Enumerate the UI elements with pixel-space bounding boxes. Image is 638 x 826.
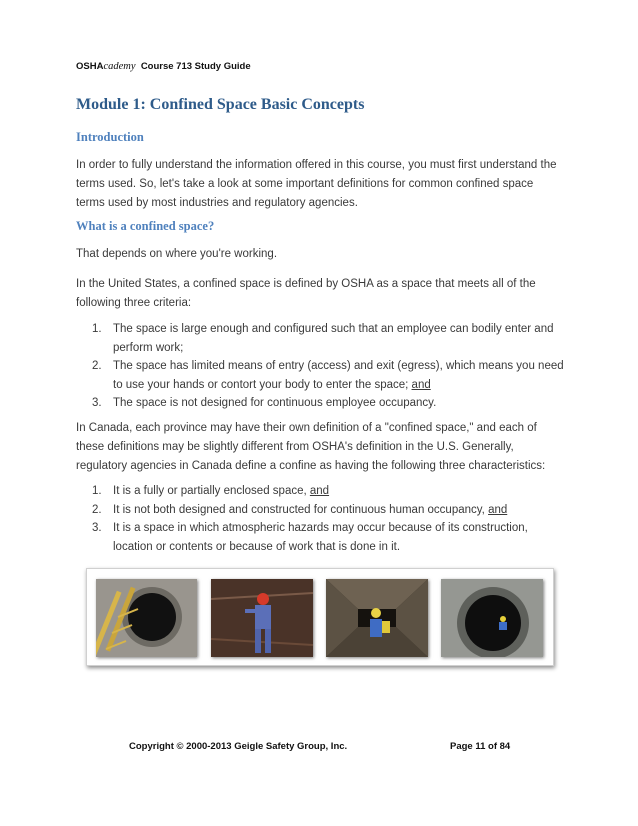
list-item — [76, 320, 566, 357]
worker-in-shaft-photo — [326, 579, 428, 657]
list-item — [76, 357, 566, 394]
intro-paragraph: In order to fully understand the information offered in this course, you must first understand the terms used. So, let's take a look at some important definitions for common confined space terms used by most industries and regulatory agencies. — [76, 159, 557, 209]
worker-in-tunnel-photo — [211, 579, 313, 657]
canada-criteria-list — [76, 482, 566, 556]
manhole-overhead-photo — [441, 579, 543, 657]
list-text: It is a space in which atmospheric hazards may occur because of its construction, location or contents or because of work that is done in it. — [113, 522, 528, 553]
manhole-ladder-photo — [96, 579, 197, 657]
footer-page-number: Page 11 of 84 — [450, 741, 511, 752]
list-item — [76, 482, 566, 501]
list-item — [76, 501, 566, 520]
list-conjunction: and — [411, 378, 431, 391]
photo-strip — [86, 568, 554, 666]
list-text: The space has limited means of entry (access) and exit (egress), which means you need to use your hands or contort your body to enter the space; — [113, 360, 564, 391]
list-text: It is not both designed and constructed for continuous human occupancy, — [113, 503, 489, 516]
page-header — [76, 61, 251, 72]
header-brand-plain: OSHA — [76, 61, 104, 72]
footer-copyright: Copyright © 2000-2013 Geigle Safety Group, Inc. — [129, 741, 348, 752]
module-title: Module 1: Confined Space Basic Concepts — [76, 96, 365, 113]
canada-definition-paragraph: In Canada, each province may have their own definition of a "confined space," and each of these definitions may be slightly different from OSHA's definition in the U.S. Generally, regulatory agencies in Canada define a confine as having the following three characteristics: — [76, 422, 546, 472]
list-text: It is a fully or partially enclosed space, — [113, 485, 310, 497]
list-item — [76, 394, 566, 413]
confined-space-heading: What is a confined space? — [76, 219, 215, 233]
intro-heading: Introduction — [76, 130, 144, 144]
list-number: 1. — [92, 323, 102, 335]
us-definition-paragraph: In the United States, a confined space is defined by OSHA as a space that meets all of the following three criteria: — [76, 278, 536, 309]
list-number: 3. — [92, 522, 102, 534]
header-brand-italic: cademy — [103, 61, 136, 72]
list-conjunction: and — [309, 485, 330, 497]
list-conjunction: and — [488, 503, 508, 516]
list-text: The space is large enough and configured such that an employee can bodily enter and perform work; — [113, 323, 554, 354]
list-item — [76, 519, 566, 556]
header-course: Course 713 Study Guide — [140, 61, 251, 72]
list-text: The space is not designed for continuous employee occupancy. — [113, 397, 437, 409]
list-number: 1. — [92, 485, 102, 497]
where-working-paragraph: That depends on where you're working. — [76, 248, 278, 260]
list-number: 2. — [92, 503, 102, 516]
list-number: 2. — [92, 360, 102, 372]
list-number: 3. — [92, 397, 102, 409]
us-criteria-list — [76, 320, 566, 413]
